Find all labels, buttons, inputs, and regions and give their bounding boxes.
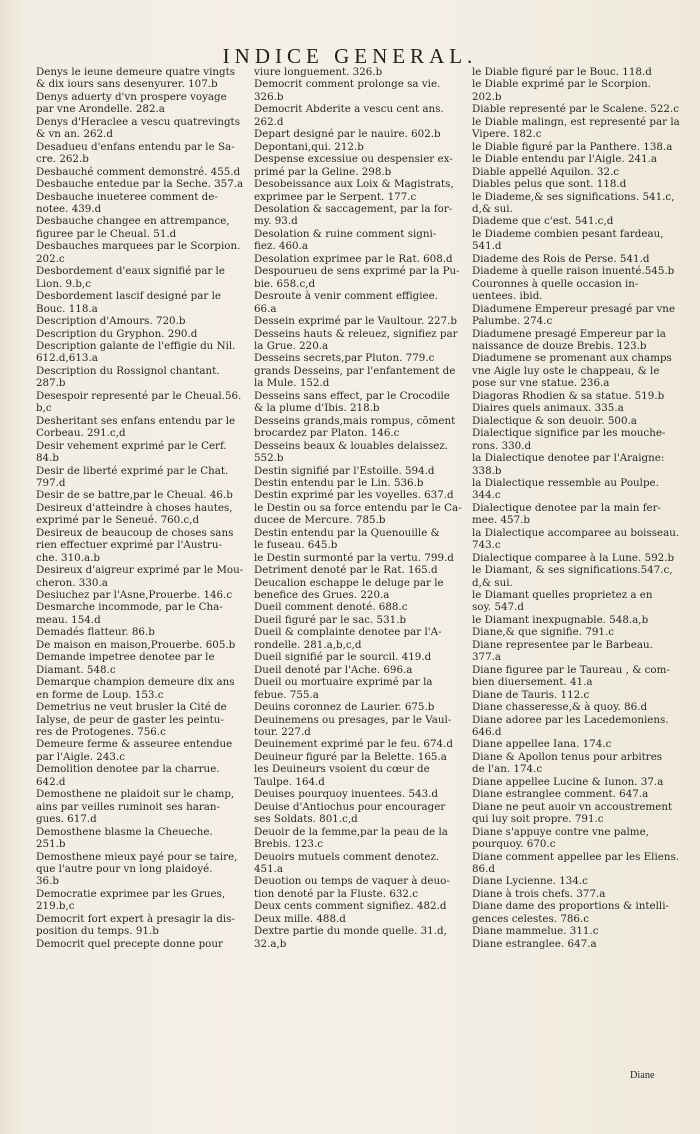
- index-line: soy. 547.d: [472, 601, 524, 614]
- index-line: che. 310.a.b: [36, 551, 100, 564]
- index-line: Desseins hauts & releuez, signifiez par: [254, 327, 458, 340]
- index-line: Demetrius ne veut brusler la Cité de: [36, 701, 227, 714]
- index-line: par l'Aigle. 243.c: [36, 750, 125, 763]
- index-line: Diane ne peut auoir vn accoustrement: [472, 800, 673, 813]
- index-line: le Destin surmonté par la vertu. 799.d: [254, 551, 454, 564]
- page-header: INDICE GENERAL.: [222, 44, 478, 68]
- index-line: Dueil & complainte denotee par l'A-: [254, 626, 442, 639]
- index-line: & vn an. 262.d: [36, 128, 113, 141]
- index-line: Desadueu d'enfans entendu par le Sa-: [36, 140, 235, 153]
- index-line: Deucalion eschappe le deluge par le: [254, 576, 444, 589]
- index-line: Deuineur figuré par la Belette. 165.a: [254, 750, 447, 763]
- index-line: Desir vehement exprimé par le Cerf.: [36, 439, 227, 452]
- index-line: Desbordement d'eaux signifié par le: [36, 265, 225, 278]
- index-line: de l'an. 174.c: [472, 763, 543, 776]
- index-line: Bouc. 118.a: [36, 302, 98, 315]
- index-line: Desseins secrets,par Pluton. 779.c: [254, 352, 435, 365]
- index-line: Demande impetree denotee par le: [36, 651, 215, 664]
- index-line: Destin entendu par la Quenouille &: [254, 526, 440, 539]
- index-line: Deuoirs mutuels comment denotez.: [254, 850, 440, 863]
- index-line: Desbauché comment demonstré. 455.d: [36, 165, 241, 178]
- index-line: 552.b: [254, 452, 284, 465]
- index-line: 344.c: [472, 489, 501, 502]
- index-line: le Diable exprimé par le Scorpion.: [472, 78, 651, 91]
- index-line: Brebis. 123.c: [254, 838, 323, 851]
- index-line: exprimé par le Seneué. 760.c,d: [36, 514, 200, 527]
- index-line: Desbauche inueteree comment de-: [36, 190, 218, 203]
- index-line: Demosthene ne plaidoit sur le champ,: [36, 788, 235, 801]
- index-line: 251.b: [36, 838, 66, 851]
- index-line: febue. 755.a: [254, 688, 319, 701]
- index-line: Deux mille. 488.d: [254, 912, 346, 925]
- index-line: qui luy soit propre. 791.c: [472, 813, 604, 826]
- index-line: notee. 439.d: [36, 202, 102, 215]
- index-line: 642.d: [36, 775, 66, 788]
- index-line: Palumbe. 274.c: [472, 315, 553, 328]
- index-line: Diadumene se promenant aux champs: [472, 352, 672, 365]
- index-line: la Dialectique accomparee au boisseau.: [472, 526, 680, 539]
- index-line: rons. 330.d: [472, 439, 532, 452]
- index-line: la Dialectique ressemble au Poulpe.: [472, 476, 659, 489]
- index-line: le Diamant quelles proprietez a en: [472, 589, 653, 602]
- index-line: 338.b: [472, 464, 502, 477]
- index-line: Diane comment appellee par les Eliens.: [472, 850, 680, 863]
- index-line: fiez. 460.a: [254, 240, 308, 253]
- index-line: mee. 457.b: [472, 514, 531, 527]
- index-line: Deuinemens ou presages, par le Vaul-: [254, 713, 452, 726]
- index-line: le Diademe,& ses significations. 541.c,: [472, 190, 675, 203]
- index-line: tour. 227.d: [254, 726, 311, 739]
- index-line: 32.a,b: [254, 937, 287, 950]
- index-line: cre. 262.b: [36, 153, 89, 166]
- index-line: Diadumene Empereur presagé par vne: [472, 302, 676, 315]
- index-line: figuree par le Cheual. 51.d: [36, 227, 177, 240]
- index-line: Democrit comment prolonge sa vie.: [254, 78, 441, 91]
- index-line: Dialectique denotee par la main fer-: [472, 501, 662, 514]
- index-line: le Diable figuré par la Panthere. 138.a: [472, 140, 673, 153]
- index-line: 797.d: [36, 476, 66, 489]
- index-line: & la plume d'Ibis. 218.b: [254, 402, 380, 415]
- index-line: Diadumene presagé Empereur par la: [472, 327, 666, 340]
- index-line: 612.d,613.a: [36, 352, 98, 365]
- index-line: bien diuersement. 41.a: [472, 676, 593, 689]
- index-column-middle: [254, 66, 466, 950]
- index-line: Diane appellee Iana. 174.c: [472, 738, 612, 751]
- index-line: le Diademe combien pesant fardeau,: [472, 227, 664, 240]
- index-line: Desseins sans effect, par le Crocodile: [254, 389, 450, 402]
- index-line: 36.b: [36, 875, 59, 888]
- index-line: Description galante de l'effigie du Nil.: [36, 339, 236, 352]
- index-line: Desiuchez par l'Asne,Prouerbe. 146.c: [36, 589, 233, 602]
- index-line: Desseins grands,mais rompus, cõment: [254, 414, 456, 427]
- index-line: Dueil comment denoté. 688.c: [254, 601, 408, 614]
- index-line: ses Soldats. 801.c,d: [254, 813, 358, 826]
- index-line: Despense excessiue ou despensier ex-: [254, 153, 453, 166]
- index-line: 377.a: [472, 651, 502, 664]
- index-line: Desbauche entedue par la Seche. 357.a: [36, 178, 244, 191]
- index-line: Diamant. 548.c: [36, 663, 116, 676]
- index-line: 202.c: [36, 252, 65, 265]
- index-line: d,& sui.: [472, 576, 513, 589]
- index-line: 84.b: [36, 452, 59, 465]
- index-line: Desbauches marquees par le Scorpion.: [36, 240, 241, 253]
- index-columns: [36, 66, 686, 950]
- index-line: en forme de Loup. 153.c: [36, 688, 164, 701]
- index-column-left: [36, 66, 248, 950]
- index-line: Demosthene mieux payé pour se taire,: [36, 850, 238, 863]
- index-line: Denys le ieune demeure quatre vingts: [36, 66, 236, 78]
- index-line: Desseins beaux & louables delaissez.: [254, 439, 449, 452]
- index-line: Denys aduerty d'vn prospere voyage: [36, 90, 227, 103]
- index-line: Dialectique comparee à la Lune. 592.b: [472, 551, 675, 564]
- index-line: Deuinement exprimé par le feu. 674.d: [254, 738, 453, 751]
- index-line: le Diable malingn, est representé par la: [472, 115, 680, 128]
- index-line: 451.a: [254, 863, 284, 875]
- index-line: bie. 658.c,d: [254, 277, 316, 290]
- index-line: Desolation & saccagement, par la for-: [254, 202, 453, 215]
- index-line: 287.b: [36, 377, 66, 390]
- index-line: Dessein exprimé par le Vaultour. 227.b: [254, 315, 458, 328]
- index-line: Diagoras Rhodien & sa statue. 519.b: [472, 389, 665, 402]
- index-line: cheron. 330.a: [36, 576, 108, 589]
- index-line: & dix iours sans desenyurer. 107.b: [36, 78, 218, 91]
- index-line: Ialyse, de peur de gaster les peintu-: [36, 713, 224, 726]
- index-line: Diable representé par le Scalene. 522.c: [472, 103, 679, 116]
- index-line: Desroute à venir comment effigiee.: [254, 290, 439, 303]
- index-line: Diademe des Rois de Perse. 541.d: [472, 252, 650, 265]
- index-line: Diane dame des proportions & intelli-: [472, 900, 669, 913]
- index-line: 86.d: [472, 863, 495, 875]
- index-line: Desireux de beaucoup de choses sans: [36, 526, 234, 539]
- index-line: Vipere. 182.c: [472, 128, 542, 141]
- index-line: vne Aigle luy oste le chappeau, & le: [472, 364, 660, 377]
- index-line: le Diable entendu par l'Aigle. 241.a: [472, 153, 658, 166]
- index-line: Desolation & ruine comment signi-: [254, 227, 437, 240]
- index-line: res de Protogenes. 756.c: [36, 726, 166, 739]
- index-line: Desbauche changee en attrempance,: [36, 215, 230, 228]
- index-line: Deuoir de la femme,par la peau de la: [254, 825, 448, 838]
- index-line: le Diamant, & ses significations.547.c,: [472, 564, 673, 577]
- index-line: Desespoir representé par le Cheual.56.: [36, 389, 242, 402]
- index-line: Diane chasseresse,& à quoy. 86.d: [472, 701, 648, 714]
- index-line: 219.b,c: [36, 900, 75, 913]
- index-line: Deux cents comment signifiez. 482.d: [254, 900, 447, 913]
- index-line: Demosthene blasme la Cheueche.: [36, 825, 213, 838]
- index-line: Diane de Tauris. 112.c: [472, 688, 590, 701]
- index-line: 262.d: [254, 115, 284, 128]
- index-line: pourquoy. 670.c: [472, 838, 556, 851]
- index-line: Democrit fort expert à presagir la dis-: [36, 912, 235, 925]
- index-line: Diables pelus que sont. 118.d: [472, 178, 627, 191]
- index-line: Diane estranglee comment. 647.a: [472, 788, 649, 801]
- index-line: Dueil denoté par l'Ache. 696.a: [254, 663, 413, 676]
- index-line: position du temps. 91.b: [36, 925, 159, 938]
- index-line: benefice des Grues. 220.a: [254, 589, 390, 602]
- index-line: ains par veilles ruminoit ses haran-: [36, 800, 221, 813]
- index-line: la Mule. 152.d: [254, 377, 330, 390]
- index-line: le Diable figuré par le Bouc. 118.d: [472, 66, 652, 78]
- index-line: Desir de liberté exprimé par le Chat.: [36, 464, 229, 477]
- index-line: Dueil figuré par le sac. 531.b: [254, 613, 407, 626]
- index-line: le fuseau. 645.b: [254, 539, 338, 552]
- index-line: Dextre partie du monde quelle. 31.d,: [254, 925, 447, 938]
- index-line: pose sur vne statue. 236.a: [472, 377, 610, 390]
- index-line: le Diamant inexpugnable. 548.a,b: [472, 613, 649, 626]
- index-line: brocardez par Platon. 146.c: [254, 427, 400, 440]
- index-line: Diademe que c'est. 541.c,d: [472, 215, 614, 228]
- index-line: la Dialectique denotee par l'Araigne:: [472, 452, 665, 465]
- index-line: Demadés flatteur. 86.b: [36, 626, 155, 639]
- index-line: Diane adoree par les Lacedemoniens.: [472, 713, 669, 726]
- index-line: Description d'Amours. 720.b: [36, 315, 186, 328]
- index-line: Desobeissance aux Loix & Magistrats,: [254, 178, 454, 191]
- index-line: Dueil signifié par le sourcil. 419.d: [254, 651, 432, 664]
- index-line: Diademe à quelle raison inuenté.545.b: [472, 265, 675, 278]
- index-column-right: [472, 66, 684, 950]
- catchword: Diane: [630, 1070, 655, 1081]
- index-line: Desireux d'aigreur exprimé par le Mou-: [36, 564, 244, 577]
- index-line: Democratie exprimee par les Grues,: [36, 887, 226, 900]
- index-line: 743.c: [472, 539, 501, 552]
- index-line: Desir de se battre,par le Cheual. 46.b: [36, 489, 233, 502]
- index-line: Demeure ferme & asseuree entendue: [36, 738, 233, 751]
- index-line: Desireux d'atteindre à choses hautes,: [36, 501, 233, 514]
- index-line: Demarque champion demeure dix ans: [36, 676, 235, 689]
- index-line: ducee de Mercure. 785.b: [254, 514, 386, 527]
- index-line: gues. 617.d: [36, 813, 97, 826]
- index-line: les Deuineurs vsoient du cœur de: [254, 763, 430, 776]
- index-line: 66.a: [254, 302, 277, 315]
- index-line: Destin entendu par le Lin. 536.b: [254, 476, 424, 489]
- index-line: par vne Arondelle. 282.a: [36, 103, 165, 116]
- index-line: tion denoté par la Fluste. 632.c: [254, 887, 419, 900]
- index-line: viure longuement. 326.b: [254, 66, 383, 78]
- index-line: Desolation exprimee par le Rat. 608.d: [254, 252, 453, 265]
- index-line: rien effectuer exprimé par l'Austru-: [36, 539, 222, 552]
- index-line: Democrit quel precepte donne pour: [36, 937, 223, 950]
- index-line: Diane figuree par le Taureau , & com-: [472, 663, 670, 676]
- index-line: Diane Lycienne. 134.c: [472, 875, 588, 888]
- index-line: Description du Gryphon. 290.d: [36, 327, 198, 340]
- index-line: Dueil ou mortuaire exprimé par la: [254, 676, 433, 689]
- index-line: Desbordement lascif designé par le: [36, 290, 221, 303]
- index-line: Depontani,qui. 212.b: [254, 140, 364, 153]
- index-line: Diaires quels animaux. 335.a: [472, 402, 624, 415]
- index-line: Despourueu de sens exprimé par la Pu-: [254, 265, 460, 278]
- index-line: Diane & Apollon tenus pour arbitres: [472, 750, 663, 763]
- index-line: Description du Rossignol chantant.: [36, 364, 220, 377]
- index-line: Deuises pourquoy inuentees. 543.d: [254, 788, 439, 801]
- index-line: exprimee par le Serpent. 177.c: [254, 190, 417, 203]
- index-line: que l'autre pour vn long plaidoyé.: [36, 863, 213, 875]
- index-line: Couronnes à quelle occasion in-: [472, 277, 639, 290]
- index-line: naissance de douze Brebis. 123.b: [472, 339, 647, 352]
- index-line: Depart designé par le nauire. 602.b: [254, 128, 441, 141]
- index-line: Diane s'appuye contre vne palme,: [472, 825, 649, 838]
- index-line: De maison en maison,Prouerbe. 605.b: [36, 638, 236, 651]
- index-line: Taulpe. 164.d: [254, 775, 325, 788]
- index-line: Lion. 9.b,c: [36, 277, 91, 290]
- index-line: 646.d: [472, 726, 502, 739]
- index-line: Dialectique significe par les mouche-: [472, 427, 666, 440]
- index-line: meau. 154.d: [36, 613, 101, 626]
- index-line: la Grue. 220.a: [254, 339, 329, 352]
- index-line: Diane appellee Lucine & Iunon. 37.a: [472, 775, 664, 788]
- index-line: gences celestes. 786.c: [472, 912, 590, 925]
- index-line: Destin exprimé par les voyelles. 637.d: [254, 489, 454, 502]
- index-line: Diable appellé Aquilon. 32.c: [472, 165, 620, 178]
- index-line: Demolition denotee par la charrue.: [36, 763, 220, 776]
- index-line: b,c: [36, 402, 52, 415]
- index-line: Deuotion ou temps de vaquer à deuo-: [254, 875, 450, 888]
- index-line: grands Desseins, par l'enfantement de: [254, 364, 456, 377]
- index-line: Diane estranglee. 647.a: [472, 937, 597, 950]
- index-line: primé par la Geline. 298.b: [254, 165, 392, 178]
- index-line: Corbeau. 291.c,d: [36, 427, 126, 440]
- index-line: Desmarche incommode, par le Cha-: [36, 601, 223, 614]
- index-line: Detriment denoté par le Rat. 165.d: [254, 564, 438, 577]
- index-line: Denys d'Heraclee a vescu quatrevingts: [36, 115, 240, 128]
- index-line: Diane à trois chefs. 377.a: [472, 887, 606, 900]
- index-line: 326.b: [254, 90, 284, 103]
- index-line: le Destin ou sa force entendu par le Ca-: [254, 501, 462, 514]
- index-line: Diane mammelue. 311.c: [472, 925, 599, 938]
- index-line: Destin signifié par l'Estoille. 594.d: [254, 464, 435, 477]
- index-line: Diane,& que signifie. 791.c: [472, 626, 615, 639]
- index-line: Democrit Abderite a vescu cent ans.: [254, 103, 444, 116]
- index-line: uentees. ibid.: [472, 290, 543, 303]
- index-line: d,& sui.: [472, 202, 513, 215]
- index-line: Deuins coronnez de Laurier. 675.b: [254, 701, 435, 714]
- index-line: Dialectique & son deuoir. 500.a: [472, 414, 637, 427]
- index-line: 541.d: [472, 240, 502, 253]
- index-line: my. 93.d: [254, 215, 298, 228]
- index-line: 202.b: [472, 90, 502, 103]
- index-line: rondelle. 281.a,b,c,d: [254, 638, 362, 651]
- index-line: Desheritant ses enfans entendu par le: [36, 414, 236, 427]
- index-line: Deuise d'Antiochus pour encourager: [254, 800, 446, 813]
- index-line: Diane representee par le Barbeau.: [472, 638, 653, 651]
